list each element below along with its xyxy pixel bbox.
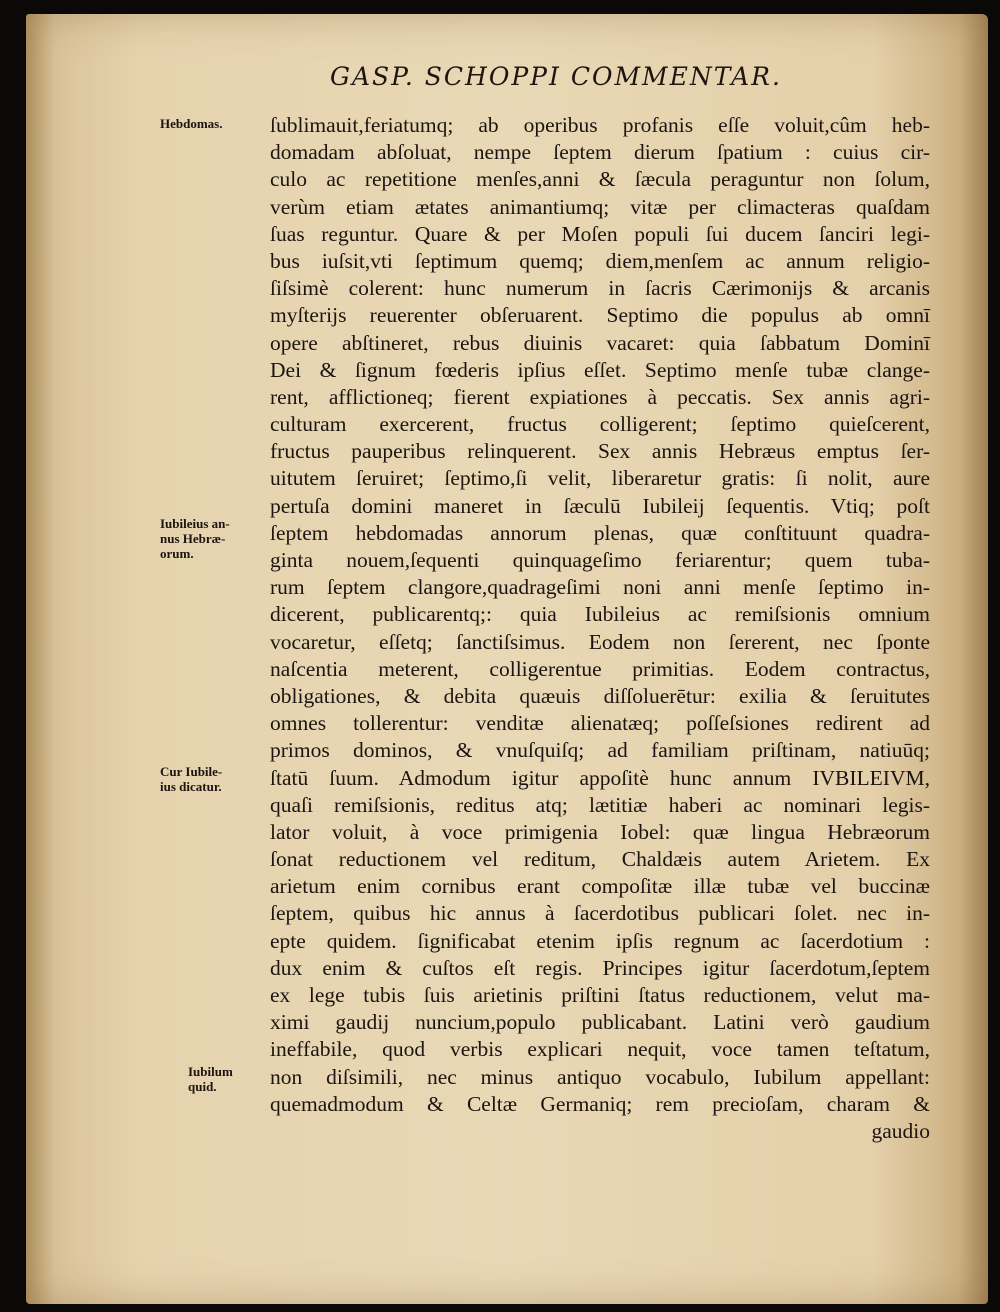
text-line: epte quidem. ſignificabat etenim ipſis regnum ac ſacerdotium : (270, 928, 930, 953)
margin-note-cur-jubileius (160, 764, 270, 794)
text-line: fructus pauperibus relinquerent. Sex annis Hebræus emptus ſer- (270, 439, 930, 464)
text-line: ex lege tubis ſuis arietinis priſtini ſtatus reductionem, velut ma- (270, 983, 930, 1007)
margin-note-line: orum. (160, 546, 194, 561)
text-line: lator voluit, à voce primigenia Iobel: quæ lingua Hebræorum (270, 819, 930, 844)
text-line: omnes tollerentur: venditæ alienatæq; poſſeſsiones redirent ad (270, 711, 930, 736)
margin-note-jubilum (188, 1064, 298, 1094)
text-line: vocaretur, eſſetq; ſanctiſsimus. Eodem non ſererent, nec ſponte (270, 629, 930, 654)
text-line: obligationes, & debita quæuis diſſoluerētur: exilia & ſeruitutes (270, 683, 930, 708)
text-line: ſeptem, quibus hic annus à ſacerdotibus publicari ſolet. nec in- (270, 901, 930, 926)
text-line: dicerent, publicarentq;: quia Iubileius ac remiſsionis omnium (270, 602, 930, 627)
text-line: non diſsimili, nec minus antiquo vocabulo, Iubilum appellant: (270, 1064, 930, 1089)
margin-note-line: Iubileius an- (160, 516, 230, 531)
text-line: ginta nouem,ſequenti quinquageſimo feriarentur; quem tuba- (270, 548, 930, 572)
text-line: ſonat reductionem vel reditum, Chaldæis autem Arietem. Ex (270, 847, 930, 872)
margin-note-jubileius (160, 516, 270, 561)
text-line: bus iuſsit,vti ſeptimum quemq; diem,menſem ac annum religio- (270, 248, 930, 273)
text-line: verùm etiam ætates animantiumq; vitæ per climacteras quaſdam (270, 194, 930, 219)
text-line: ſeptem hebdomadas annorum plenas, quæ conſtituunt quadra- (270, 520, 930, 545)
body-text (270, 112, 930, 1145)
margin-note-hebdomas (160, 116, 270, 131)
text-line: uitutem ſeruiret; ſeptimo,ſi velit, liberaretur gratis: ſi nolit, aure (270, 466, 930, 491)
margin-note-line: Cur Iubile- (160, 764, 223, 779)
margin-note-line: quid. (188, 1079, 217, 1094)
text-line: ſiſsimè colerent: hunc numerum in ſacris Cærimonijs & arcanis (270, 276, 930, 301)
text-line: opere abſtineret, rebus diuinis vacaret: quia ſabbatum Dominī (270, 330, 930, 355)
margin-note-line: nus Hebræ- (160, 531, 226, 546)
text-line: dux enim & cuſtos eſt regis. Principes igitur ſacerdotum,ſeptem (270, 955, 930, 980)
margin-note-line: ius dicatur. (160, 779, 222, 794)
text-line: culo ac repetitione menſes,anni & ſæcula peraguntur non ſolum, (270, 167, 930, 192)
text-line: ineffabile, quod verbis explicari nequit, voce tamen teſtatum, (270, 1037, 930, 1062)
text-line: ximi gaudij nuncium,populo publicabant. Latini verò gaudium (270, 1010, 930, 1035)
text-line: rum ſeptem clangore,quadrageſimi noni anni menſe ſeptimo in- (270, 575, 930, 600)
text-line: rent, afflictioneq; fierent expiationes à peccatis. Sex annis agri- (270, 384, 930, 409)
text-line: primos dominos, & vnuſquiſq; ad familiam priſtinam, natiuūq; (270, 738, 930, 763)
text-line: ſtatū ſuum. Admodum igitur appoſitè hunc annum IVBILEIVM, (270, 765, 930, 790)
running-head: GASP. SCHOPPI COMMENTAR. (330, 62, 782, 91)
text-line: quemadmodum & Celtæ Germaniq; rem precioſam, charam & (270, 1091, 930, 1116)
text-line: pertuſa domini maneret in ſæculū Iubileij ſequentis. Vtiq; poſt (270, 493, 930, 518)
margin-note-line: Hebdomas. (160, 116, 223, 131)
text-line: Dei & ſignum fœderis ipſius eſſet. Septimo menſe tubæ clange- (270, 357, 930, 382)
text-line: ſublimauit,feriatumq; ab operibus profanis eſſe voluit,cûm heb- (270, 113, 930, 137)
text-line: domadam abſoluat, nempe ſeptem dierum ſpatium : cuius cir- (270, 140, 930, 165)
text-line: naſcentia meterent, colligerentue primitias. Eodem contractus, (270, 656, 930, 681)
text-line: myſterijs reuerenter obſeruarent. Septimo die populus ab omnī (270, 303, 930, 328)
text-line: quaſi remiſsionis, reditus atq; lætitiæ haberi ac nominari legis- (270, 792, 930, 817)
margin-note-line: Iubilum (188, 1064, 233, 1079)
text-line: arietum enim cornibus erant compoſitæ illæ tubæ vel buccinæ (270, 874, 930, 899)
text-line: culturam exercerent, fructus colligerent; ſeptimo quieſcerent, (270, 412, 930, 437)
text-line: ſuas reguntur. Quare & per Moſen populi ſui ducem ſanciri legi- (270, 221, 930, 246)
catchword: gaudio (871, 1118, 930, 1143)
